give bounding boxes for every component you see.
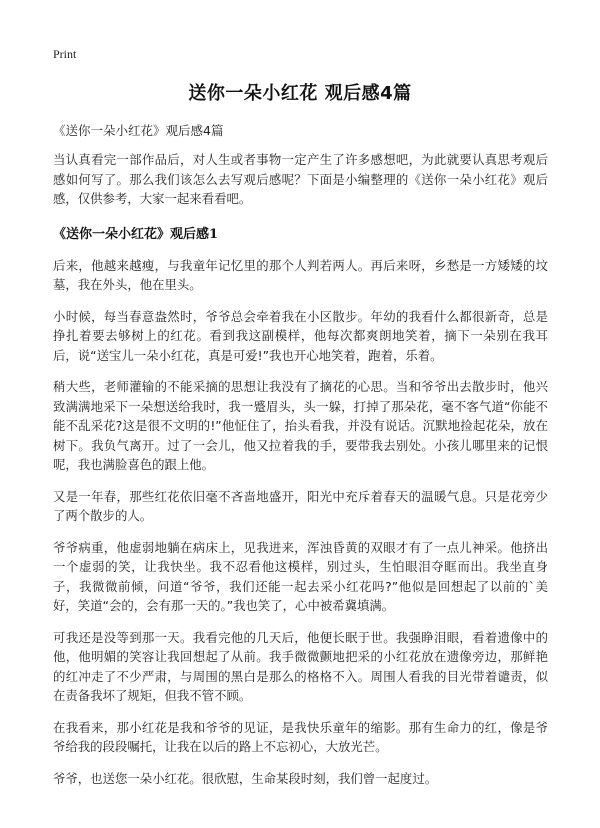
body-paragraph: 在我看来，那小红花是我和爷爷的见证，是我快乐童年的缩影。那有生命力的红，像是爷爷给我的段段嘱托，让我在以后的路上不忘初心，大放光芒。 [53, 719, 548, 754]
body-paragraph: 可我还是没等到那一天。我看完他的几天后，他便长眠于世。我强睁泪眼，看着遗像中的他，他明媚的笑容让我回想起了从前。我手微微颤地把采的小红花放在遗像旁边，那鲜艳的红冲走了不少严肃，与周围的黑白是那么的格格不入。周围人看我的目光带着谴责，似在责备我坏了规矩，但我不管不顾。 [53, 629, 548, 703]
section-heading: 《送你一朵小红花》观后感1 [53, 226, 219, 242]
body-paragraph: 爷爷病重，他虚弱地躺在病床上，见我进来，浑浊昏黄的双眼才有了一点儿神采。他挤出一个虚弱的笑，让我快坐。我不忍看他这模样，别过头，生怕眼泪夺眶而出。我坐直身子，我微微前倾，问道“爷爷，我们还能一起去采小红花吗?”他似是回想起了以前的`美好，笑道“会的，会有那一天的。”我也笑了，心中被希冀填满。 [53, 539, 548, 613]
body-paragraph: 小时候，每当春意盎然时，爷爷总会牵着我在小区散步。年幼的我看什么都很新奇，总是挣扎着要去够树上的红花。看到我这副模样，他每次都爽朗地笑着，摘下一朵别在我耳后，说“送宝儿一朵小红花，真是可爱!”我也开心地笑着，跑着，乐着。 [53, 308, 548, 363]
page-title: 送你一朵小红花 观后感4篇 [188, 83, 412, 104]
body-paragraph: 爷爷，也送您一朵小红花。很欣慰，生命某段时刻，我们曾一起度过。 [53, 770, 438, 786]
body-paragraph: 又是一年春，那些红花依旧毫不吝啬地盛开，阳光中充斥着春天的温暖气息。只是花旁少了两个散步的人。 [53, 488, 548, 523]
article-body [53, 150, 548, 800]
intro-paragraph: 当认真看完一部作品后，对人生或者事物一定产生了许多感想吧，为此就要认真思考观后感如何写了。那么我们该怎么去写观后感呢？下面是小编整理的《送你一朵小红花》观后感，仅供参考，大家一起来看看吧。 [53, 152, 548, 206]
body-paragraph: 稍大些，老师灌输的不能采摘的思想让我没有了摘花的心思。当和爷爷出去散步时，他兴致满满地采下一朵想送给我时，我一蹙眉头，头一躲，打掉了那朵花，毫不客气道“你能不能不乱采花?这是很不文明的!”他怔住了，抬头看我，并没有说话。沉默地捡起花朵，放在树下。我负气离开。过了一会儿，他又拉着我的手，要带我去别处。小孩儿哪里来的记恨呢，我也满脸喜色的跟上他。 [53, 379, 548, 472]
print-link[interactable]: Print [53, 47, 77, 61]
document-subtitle: 《送你一朵小红花》观后感4篇 [53, 123, 224, 138]
body-paragraph: 后来，他越来越瘦，与我童年记忆里的那个人判若两人。再后来呀，乡愁是一方矮矮的坟墓，我在外头，他在里头。 [53, 257, 548, 292]
